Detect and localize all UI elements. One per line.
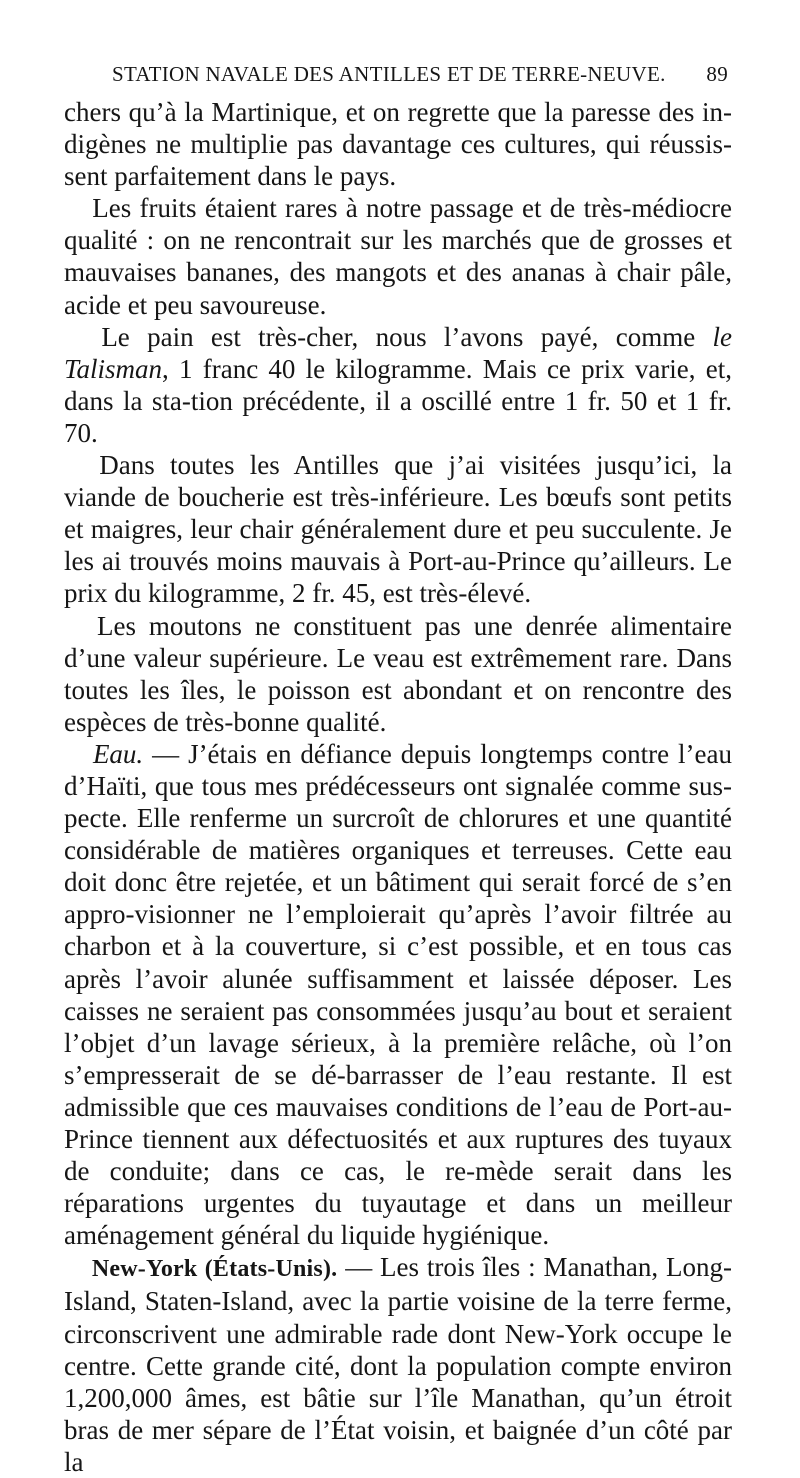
paragraph-fruits [64, 192, 732, 320]
paragraph-text: — Les trois îles : Manathan, Long-Island, Staten-Island, avec la partie voisine de la terre ferme, circonscrivent une admirable rade dont New-York occupe le centre. Cette grande cité, dont la population compte environ 1,200,000 âmes, est bâtie sur l’île Manathan, qu’un étroit bras de mer sépare de l’État voisin, et baignée d’un côté par la [64, 1252, 732, 1477]
paragraph-new-york [64, 1251, 732, 1478]
paragraph-text: chers qu’à la Martinique, et on regrette que la paresse des in-digènes ne multiplie pas davantage ces cultures, qui réussis-sent parfaitement dans le pays. [64, 97, 732, 192]
paragraph-pain [64, 321, 732, 449]
paragraph-moutons [64, 610, 732, 738]
paragraph-text: Les moutons ne constituent pas une denrée alimentaire d’une valeur supérieure. Le veau est extrêmement rare. Dans toutes les îles, le poisson est abondant et on rencontre des espèces de très-bonne qualité. [64, 610, 733, 737]
paragraph-eau [64, 738, 732, 1252]
running-head [112, 58, 728, 90]
paragraph-text: , 1 franc 40 le kilogramme. Mais ce prix varie, et, dans la sta-tion précédente, il a oscillé entre 1 fr. 50 et 1 fr. 70. [64, 353, 732, 448]
section-lead-new-york: New-York (États-Unis). [91, 1256, 338, 1283]
paragraph-text: Les fruits étaient rares à notre passage et de très-médiocre qualité : on ne rencontrait sur les marchés que de grosses et mauvaises bananes, des mangots et des ananas à chair pâle, acide et peu savoureuse. [64, 193, 732, 320]
paragraph-text: Dans toutes les Antilles que j’ai visitées jusqu’ici, la viande de boucherie est très-inférieure. Les bœufs sont petits et maigres, leur chair généralement dure et peu succulente. Je les ai trouvés moins mauvais à Port-au-Prince qu’ailleurs. Le prix du kilogramme, 2 fr. 45, est très-élevé. [64, 450, 733, 609]
paragraph-text: Le pain est très-cher, nous l’avons payé, comme [101, 321, 713, 352]
paragraph-cultures [64, 96, 732, 192]
paragraph-text: — J’étais en défiance depuis longtemps contre l’eau d’Haïti, que tous mes prédécesseurs ont signalée comme sus-pecte. Elle renferme un surcroît de chlorures et une quantité considérable de matières organiques et terreuses. Cette eau doit donc être rejetée, et un bâtiment qui serait forcé de s’en appro-visionner ne l’emploierait qu’après l’avoir filtrée au charbon et à la couverture, si c’est possible, et en tous cas après l’avoir alunée suffisamment et laissée déposer. Les caisses ne seraient pas consommées jusqu’au bout et seraient l’objet d’un lavage sérieux, à la première relâche, où l’on s’empresserait de se dé-barrasser de l’eau restante. Il est admissible que ces mauvaises conditions de l’eau de Port-au-Prince tiennent aux défectuosités et aux ruptures des tuyaux de conduite; dans ce cas, le re-mède serait dans les réparations urgentes du tuyautage et dans un meilleur aménagement général du liquide hygiénique. [64, 738, 732, 1251]
section-lead-eau: Eau. [92, 738, 144, 769]
running-head-title: STATION NAVALE DES ANTILLES ET DE TERRE-NEUVE. [112, 62, 666, 86]
paragraph-viande [64, 449, 732, 609]
ship-name-italic: le Talisman [64, 321, 732, 384]
body-text [64, 96, 732, 1478]
page-number: 89 [706, 62, 728, 86]
